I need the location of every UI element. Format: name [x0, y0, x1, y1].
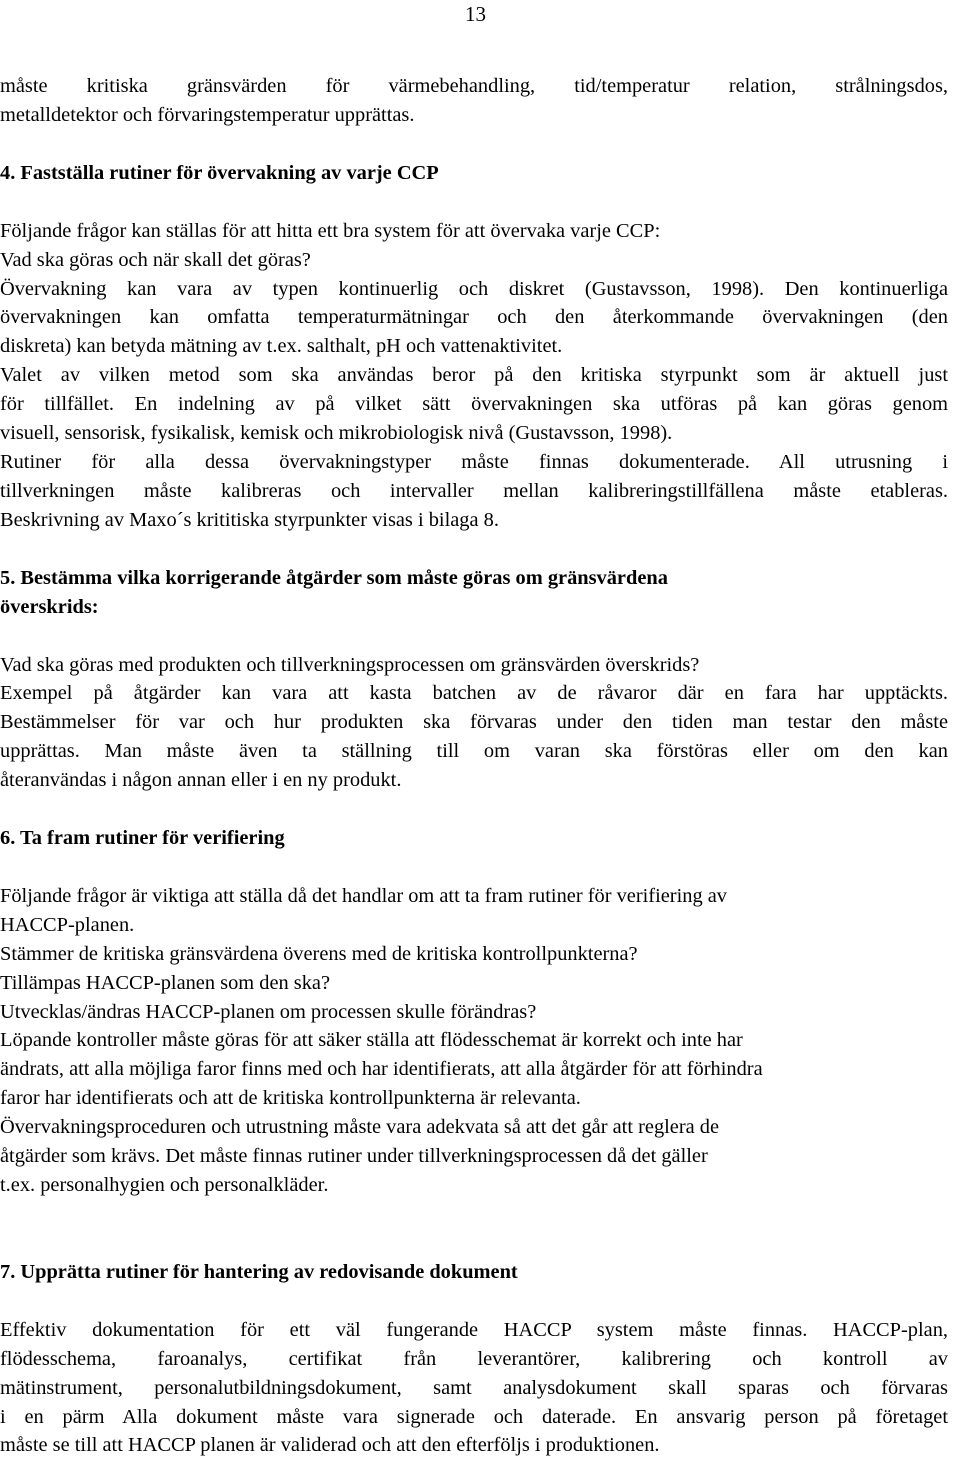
- section-4-line: Vad ska göras och när skall det göras?: [0, 248, 311, 271]
- spacer: [0, 188, 948, 217]
- page-number: 13: [465, 2, 486, 26]
- section-7-body: [0, 1316, 948, 1460]
- intro-line-2: metalldetektor och förvaringstemperatur upprättas.: [0, 103, 415, 126]
- section-5-line: återanvändas i någon annan eller i en ny produkt.: [0, 769, 402, 792]
- section-7-line: måste se till att HACCP planen är validerad och att den efterföljs i produktionen.: [0, 1434, 660, 1457]
- section-6-line: Tillämpas HACCP-planen som den ska?: [0, 971, 331, 994]
- spacer: [0, 622, 948, 651]
- section-6-line: Stämmer de kritiska gränsvärdena överens med de kritiska kontrollpunkterna?: [0, 942, 638, 965]
- section-7-heading: 7. Upprätta rutiner för hantering av redovisande dokument: [0, 1260, 518, 1283]
- section-6-line: åtgärder som krävs. Det måste finnas rutiner under tillverkningsprocessen då det gäller: [0, 1145, 708, 1168]
- section-5-body: [0, 651, 948, 796]
- section-4-line: för tillfället. En indelning av på vilket sätt övervakningen ska utföras på kan göras genom: [0, 393, 948, 416]
- section-6-line: ändrats, att alla möjliga faror finns med och har identifierats, att alla åtgärder för att förhindra: [0, 1058, 763, 1081]
- section-5-heading-line-2: överskrids:: [0, 595, 99, 618]
- section-5-line: upprättas. Man måste även ta ställning till om varan ska förstöras eller om den kan: [0, 740, 948, 763]
- section-6-line: HACCP-planen.: [0, 913, 135, 936]
- spacer: [0, 130, 948, 159]
- section-6-line: faror har identifierats och att de kritiska kontrollpunkterna är relevanta.: [0, 1087, 581, 1110]
- spacer: [0, 853, 948, 882]
- intro-line-1: måste kritiska gränsvärden för värmebehandling, tid/temperatur relation, strålningsdos,: [0, 75, 948, 97]
- section-6-line: Följande frågor är viktiga att ställa då det handlar om att ta fram rutiner för verifiering av: [0, 884, 727, 907]
- section-5-line: Vad ska göras med produkten och tillverkningsprocessen om gränsvärden överskrids?: [0, 653, 700, 676]
- section-5-heading-line-1: 5. Bestämma vilka korrigerande åtgärder som måste göras om gränsvärdena: [0, 566, 668, 589]
- section-4-body: [0, 217, 948, 535]
- section-6-line: Utvecklas/ändras HACCP-planen om processen skulle förändras?: [0, 1000, 537, 1023]
- section-7-line: i en pärm Alla dokument måste vara signerade och daterade. En ansvarig person på företaget: [0, 1405, 948, 1428]
- spacer: [0, 1287, 948, 1316]
- section-7-line: Effektiv dokumentation för ett väl fungerande HACCP system måste finnas. HACCP-plan,: [0, 1318, 948, 1341]
- section-4-line: Valet av vilken metod som ska användas beror på den kritiska styrpunkt som är aktuell just: [0, 364, 948, 387]
- section-4-line: diskreta) kan betyda mätning av t.ex. salthalt, pH och vattenaktivitet.: [0, 335, 563, 358]
- section-4-line: Övervakning kan vara av typen kontinuerlig och diskret (Gustavsson, 1998). Den kontinuerliga: [0, 277, 948, 300]
- section-6-body: [0, 882, 948, 1200]
- section-5-line: Exempel på åtgärder kan vara att kasta batchen av de råvaror där en fara har upptäckts.: [0, 682, 948, 705]
- section-4-line: Följande frågor kan ställas för att hitta ett bra system för att övervaka varje CCP:: [0, 219, 661, 242]
- section-5-line: Bestämmelser för var och hur produkten ska förvaras under den tiden man testar den måste: [0, 711, 948, 734]
- section-6-heading: 6. Ta fram rutiner för verifiering: [0, 827, 285, 850]
- section-4-line: tillverkningen måste kalibreras och intervaller mellan kalibreringstillfällena måste etableras.: [0, 479, 948, 502]
- spacer: [0, 535, 948, 564]
- section-7-line: mätinstrument, personalutbildningsdokument, samt analysdokument skall sparas och förvaras: [0, 1376, 948, 1399]
- section-4-line: Beskrivning av Maxo´s krititiska styrpunkter visas i bilaga 8.: [0, 508, 499, 531]
- section-7-line: flödesschema, faroanalys, certifikat från leverantörer, kalibrering och kontroll av: [0, 1347, 948, 1370]
- document-body: [0, 72, 948, 1460]
- section-4-line: visuell, sensorisk, fysikalisk, kemisk och mikrobiologisk nivå (Gustavsson, 1998).: [0, 422, 673, 445]
- section-6-line: Löpande kontroller måste göras för att säker ställa att flödesschemat är korrekt och inte har: [0, 1029, 743, 1052]
- section-4-line: Rutiner för alla dessa övervakningstyper måste finnas dokumenterade. All utrusning i: [0, 450, 948, 473]
- spacer: [0, 1200, 948, 1258]
- section-4-line: övervakningen kan omfatta temperaturmätningar och den återkommande övervakningen (den: [0, 306, 948, 329]
- spacer: [0, 795, 948, 824]
- section-5-heading: [0, 564, 948, 622]
- section-4-heading: 4. Fastställa rutiner för övervakning av varje CCP: [0, 161, 439, 184]
- section-6-line: t.ex. personalhygien och personalkläder.: [0, 1174, 329, 1196]
- section-6-line: Övervakningsproceduren och utrustning måste vara adekvata så att det går att reglera de: [0, 1116, 720, 1139]
- intro-paragraph: [0, 72, 948, 130]
